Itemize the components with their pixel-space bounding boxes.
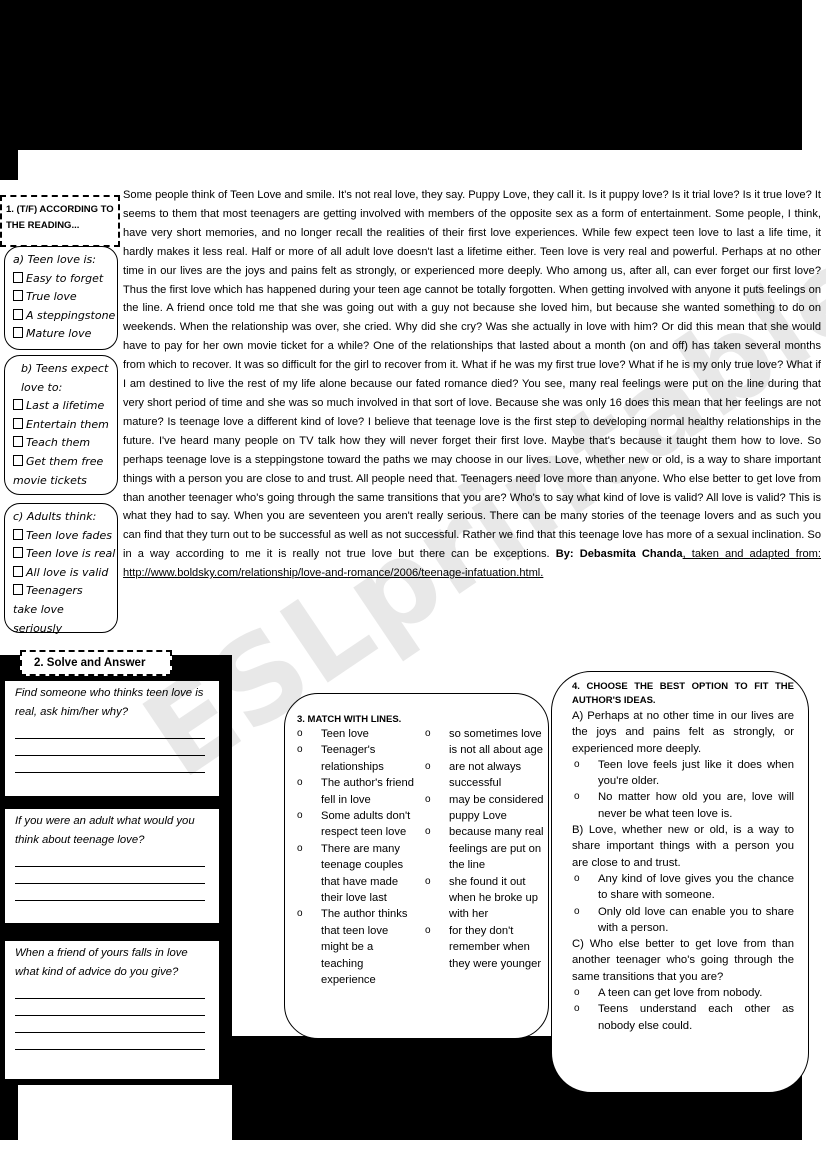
match-right-item[interactable]: o are not always successful xyxy=(425,759,545,792)
tf-option xyxy=(13,325,109,344)
choice-stem: A) Perhaps at no other time in our lives are the joys and pains felt as strongly, or experienced more deeply. xyxy=(572,710,794,755)
checkbox[interactable] xyxy=(13,418,23,429)
checkbox[interactable] xyxy=(13,455,23,466)
tf-prompt: c) Adults think: xyxy=(13,510,97,523)
checkbox[interactable] xyxy=(13,272,23,283)
tf-option-label: Teach them xyxy=(26,436,91,450)
answer-box xyxy=(4,940,220,1080)
black-top-frame xyxy=(0,0,802,150)
match-left-item[interactable]: o The author thinks that teen love might be a teaching experience xyxy=(297,906,415,988)
checkbox[interactable] xyxy=(13,327,23,338)
answer-line[interactable] xyxy=(15,999,205,1016)
match-left-item[interactable]: o Teen love xyxy=(297,726,415,742)
tf-option xyxy=(13,416,109,435)
choice-option[interactable]: o Only old love can enable you to share with a person. xyxy=(572,904,794,937)
tf-option xyxy=(13,527,113,546)
byline-label: By: xyxy=(555,548,574,561)
tf-option-label: Teenagers take love seriously xyxy=(13,584,83,635)
match-right-list xyxy=(425,726,545,972)
tf-option-label: Teen love is real xyxy=(26,547,116,561)
question-text: Find someone who thinks teen love is real, ask him/her why? xyxy=(15,687,204,718)
match-left-item[interactable]: o Some adults don't respect teen love xyxy=(297,808,415,841)
choice-option[interactable]: o Teen love feels just like it does when you're older. xyxy=(572,757,794,790)
answer-box xyxy=(4,808,220,924)
tf-option-label: All love is valid xyxy=(26,565,109,579)
match-section xyxy=(284,693,549,1039)
choice-stem: C) Who else better to get love from than another teenager who's going through the same transitions that you are? xyxy=(572,938,794,983)
match-left-item[interactable]: o Teenager's relationships xyxy=(297,742,415,775)
tf-group-c xyxy=(4,503,118,633)
choice-option[interactable]: o Teens understand each other as nobody else could. xyxy=(572,1001,794,1034)
question-text: If you were an adult what would you think about teenage love? xyxy=(15,815,195,846)
checkbox[interactable] xyxy=(13,436,23,447)
tf-option-label: A steppingstone xyxy=(26,308,116,322)
section3-heading: 3. MATCH WITH LINES. xyxy=(297,714,402,725)
tf-option-label: True love xyxy=(26,290,77,304)
choice-option[interactable]: o A teen can get love from nobody. xyxy=(572,985,794,1001)
reading-body: Some people think of Teen Love and smile. It's not real love, they say. Puppy Love, they call it. Is it puppy love? Is it trial love? Is it true love? It seems to them that most teenagers are getting involved with members of the opposite sex as a form of entertainment. Some people, I think, have very short memories, and no longer recall the realities of their first love experiences. While few expect teen love to last a life time, it hardly makes it less real. Half or more of all adult love doesn't last a lifetime either. Teen love is very real and powerful. Perhaps at no other time in our lives are the joys and pains felt as strongly, or experienced more deeply. Who among us, after all, can ever forget our first love? Thus the first love which has happened during your teen age cannot be totally forgotten. When getting involved with anyone it puts feelings on the line. A friend once told me that she was going out with a guy not because she loved him, but because she wanted something to do on weekends. When the relationship was over, she cried. Why did she cry? Was she actually in love with him? Or did this mean that she would have to pay for her own movie ticket for a while? One of the relationships that lasted about a month (on and off) has taken several months from which to recover. It was so difficult for the girl to recover from it. What if he was my first true love? What if he is my only true love? What if I am destined to live the rest of my life alone because our fated romance died? You see, many real feelings were put on the line during that very short period of time and she was so much involved in that sort of love. Because she was only 16 does this mean that her feelings are not mature? Is teenage love a different kind of love? I believe that teenage love is the first step to developing normal healthy relationships in the future. I've heard many people on TV talk how they will never forget their first love. Maybe that's because it taught them how to love. So perhaps teenage love is a steppingstone toward the paths we may choose in our lives. Love, whether new or old, is a way to share important things with a person you are close to and trust. All people need that. Teenagers need love more than anyone. Who else better to get love from than another teenager who's going through the same transitions that you are? Who's to say what kind of love is valid? All love is valid? This is what they had to say. When you are seventeen you aren't really serious. There can be many stories of the teenage lovers and as such you can find that they turn out to be successful as well as not successful. Rather we find that this teenage love has more of a sexual inclination. So in a way according to me it is really not true love but there can be exceptions. xyxy=(123,189,821,561)
answer-line[interactable] xyxy=(15,867,205,884)
section4-heading: 4. CHOOSE THE BEST OPTION TO FIT THE AUTHOR'S IDEAS. xyxy=(572,681,794,706)
tf-option xyxy=(13,307,116,326)
checkbox[interactable] xyxy=(13,566,23,577)
checkbox[interactable] xyxy=(13,584,23,595)
tf-prompt: a) Teen love is: xyxy=(13,253,96,266)
answer-line[interactable] xyxy=(15,884,205,901)
section2-heading: 2. Solve and Answer xyxy=(20,650,172,676)
answer-line[interactable] xyxy=(15,982,205,999)
tf-option xyxy=(13,270,109,289)
match-right-item[interactable]: o for they don't remember when they were younger xyxy=(425,923,545,972)
match-right-item[interactable]: o she found it out when he broke up with her xyxy=(425,874,545,923)
section1-heading: 1. (T/F) ACCORDING TO THE READING... xyxy=(0,195,120,247)
tf-option-label: Get them free movie tickets xyxy=(13,454,104,487)
choice-option[interactable]: o Any kind of love gives you the chance to share with someone. xyxy=(572,871,794,904)
match-right-item[interactable]: o may be considered puppy Love xyxy=(425,792,545,825)
tf-prompt: b) Teens expect love to: xyxy=(21,362,109,394)
answer-line[interactable] xyxy=(15,1033,205,1050)
answer-line[interactable] xyxy=(15,850,205,867)
tf-option xyxy=(13,288,109,307)
tf-option xyxy=(13,397,109,416)
checkbox[interactable] xyxy=(13,529,23,540)
choice-stem: B) Love, whether new or old, is a way to share important things with a person you are close to and trust. xyxy=(572,824,794,869)
tf-option-label: Mature love xyxy=(26,327,92,341)
match-left-list xyxy=(297,726,415,989)
checkbox[interactable] xyxy=(13,547,23,558)
checkbox[interactable] xyxy=(13,399,23,410)
checkbox[interactable] xyxy=(13,290,23,301)
tf-group-b xyxy=(4,355,118,495)
tf-option-label: Last a lifetime xyxy=(26,399,105,413)
tf-option xyxy=(13,453,109,490)
checkbox[interactable] xyxy=(13,309,23,320)
tf-option xyxy=(13,545,116,564)
match-left-item[interactable]: o There are many teenage couples that have made their love last xyxy=(297,841,415,907)
tf-option-label: Easy to forget xyxy=(26,271,104,285)
match-right-item[interactable]: o because many real feelings are put on the line xyxy=(425,824,545,873)
tf-option xyxy=(13,564,109,583)
byline-source: , taken and adapted from: http://www.boldsky.com/relationship/love-and-romance/2006/teenage-infatuation.html. xyxy=(123,548,822,580)
tf-option-label: Teen love fades xyxy=(26,528,113,542)
tf-group-a xyxy=(4,246,118,350)
tf-option-label: Entertain them xyxy=(26,417,109,431)
match-right-item[interactable]: o so sometimes love is not all about age xyxy=(425,726,545,759)
byline-author: Debasmita Chanda xyxy=(579,548,683,561)
question-text: When a friend of yours falls in love what kind of advice do you give? xyxy=(15,947,188,978)
choice-option[interactable]: o No matter how old you are, love will never be what teen love is. xyxy=(572,789,794,822)
match-left-item[interactable]: o The author's friend fell in love xyxy=(297,775,415,808)
tf-option xyxy=(13,582,109,638)
choose-section xyxy=(551,671,809,1093)
answer-line[interactable] xyxy=(15,1016,205,1033)
tf-option xyxy=(13,434,109,453)
